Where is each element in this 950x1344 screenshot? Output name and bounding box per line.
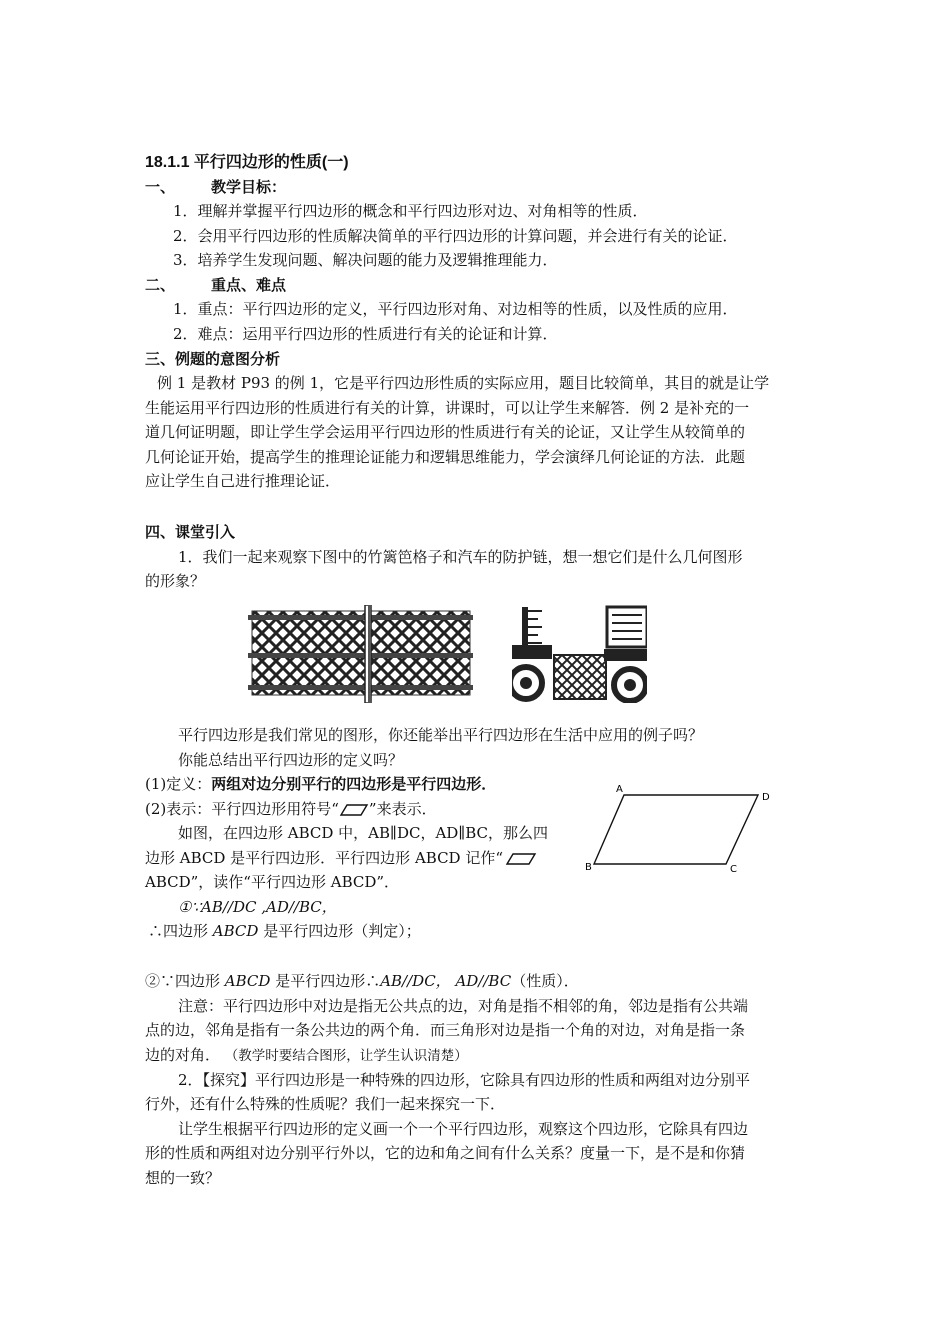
note-line: 注意：平行四边形中对边是指无公共点的边，对角是指不相邻的角，邻边是指有公共端 (178, 997, 749, 1015)
teaching-remark: （教学时要结合图形，让学生认识清楚） (224, 1048, 468, 1064)
reasoning-2 (145, 970, 579, 992)
analysis-line: 道几何证明题，即让学生学会运用平行四边形的性质进行有关的论证，又让学生从较简单的 (145, 423, 746, 441)
representation-text-end: ”来表示． (368, 800, 437, 818)
question-line: 平行四边形是我们常见的图形，你还能举出平行四边形在生活中应用的例子吗？ (178, 726, 704, 744)
note-line (145, 1044, 468, 1067)
note-line: 点的边，邻角是指有一条公共边的两个角．而三角形对边是指一个角的对边，对角是指一条 (145, 1021, 746, 1039)
parallelogram-abcd-figure (582, 780, 782, 880)
explore-line: 让学生根据平行四边形的定义画一个一个平行四边形，观察这个四边形，它除具有四边 (178, 1120, 749, 1138)
section-2-title: 重点、难点 (211, 276, 287, 294)
representation-text: (2)表示：平行四边形用符号“ (145, 800, 339, 818)
analysis-line: 几何论证开始，提高学生的推理论证能力和逻辑思维能力，学会演绎几何论证的方法．此题 (145, 448, 746, 466)
keypoint-item: 2．难点：运用平行四边形的性质进行有关的论证和计算． (173, 325, 558, 343)
section-4-heading: 四、课堂引入 (145, 523, 236, 541)
intro-paragraph-cont: 的形象？ (145, 572, 206, 590)
vertex-label-c: C (730, 864, 737, 875)
section-3-heading: 三、例题的意图分析 (145, 350, 281, 368)
parallelogram-symbol-icon (503, 852, 537, 866)
intro-paragraph: 1．我们一起来观察下图中的竹篱笆格子和汽车的防护链，想一想它们是什么几何图形 (178, 548, 743, 566)
figure-desc-line (145, 847, 537, 869)
figure-desc-text: 边形 ABCD 是平行四边形．平行四边形 ABCD 记作“ (145, 849, 504, 867)
reasoning-2-abcd: ABCD (224, 972, 271, 990)
definition-line (145, 773, 496, 795)
reasoning-2-relations: AB//DC， AD//BC (380, 972, 512, 990)
vertex-label-d: D (762, 792, 770, 803)
reasoning-2-text: ②∵四边形 (145, 972, 225, 990)
analysis-line: 应让学生自己进行推理论证． (145, 472, 341, 490)
vertex-label-b: B (585, 862, 592, 873)
analysis-line: 生能运用平行四边形的性质进行有关的计算，讲课时，可以让学生来解答．例 2 是补充的一 (145, 399, 750, 417)
explore-line: 想的一致？ (145, 1169, 221, 1187)
section-1-number: 一、 (145, 178, 176, 196)
bamboo-fence-image (248, 605, 473, 703)
reasoning-1: ①∵AB//DC ,AD//BC， (178, 898, 337, 916)
goal-item: 3．培养学生发现问题、解决问题的能力及逻辑推理能力． (173, 251, 558, 269)
reasoning-2-end: （性质）． (511, 972, 579, 990)
explore-line: 2．【探究】平行四边形是一种特殊的四边形，它除具有四边形的性质和两组对边分别平 (178, 1071, 751, 1089)
section-1-title: 教学目标： (211, 178, 287, 196)
figure-desc-line: ABCD”，读作“平行四边形 ABCD”． (145, 873, 400, 891)
parallelogram-symbol-icon (339, 803, 369, 817)
reasoning-1-conclusion (148, 920, 421, 942)
analysis-line: 例 1 是教材 P93 的例 1，它是平行四边形性质的实际应用，题目比较简单，其目的就是让学 (157, 374, 770, 392)
note-text: 边的对角． (145, 1046, 221, 1064)
keypoint-item: 1．重点：平行四边形的定义，平行四边形对角、对边相等的性质，以及性质的应用． (173, 300, 738, 318)
goal-item: 2．会用平行四边形的性质解决简单的平行四边形的计算问题，并会进行有关的论证． (173, 227, 738, 245)
representation-line (145, 798, 437, 820)
explore-line: 行外，还有什么特殊的性质呢？我们一起来探究一下． (145, 1095, 506, 1113)
reasoning-text: ∴四边形 (148, 922, 213, 940)
question-line: 你能总结出平行四边形的定义吗？ (178, 751, 404, 769)
car-chain-image (512, 605, 647, 703)
explore-line: 形的性质和两组对边分别平行外以，它的边和角之间有什么关系？度量一下，是不是和你猜 (145, 1144, 746, 1162)
page-title: 18.1.1 平行四边形的性质(一) (145, 154, 349, 171)
vertex-label-a: A (616, 784, 623, 795)
definition-label: (1)定义： (145, 775, 212, 793)
definition-text: 两组对边分别平行的四边形是平行四边形． (211, 775, 497, 793)
figure-desc-line: 如图，在四边形 ABCD 中，AB∥DC，AD∥BC，那么四 (178, 824, 549, 842)
goal-item: 1．理解并掌握平行四边形的概念和平行四边形对边、对角相等的性质． (173, 202, 648, 220)
reasoning-abcd: ABCD (212, 922, 259, 940)
reasoning-text-end: 是平行四边形（判定）； (258, 922, 421, 940)
section-2-heading (145, 274, 287, 296)
reasoning-2-mid: 是平行四边形∴ (270, 972, 381, 990)
section-2-number: 二、 (145, 276, 176, 294)
section-1-heading (145, 176, 287, 198)
